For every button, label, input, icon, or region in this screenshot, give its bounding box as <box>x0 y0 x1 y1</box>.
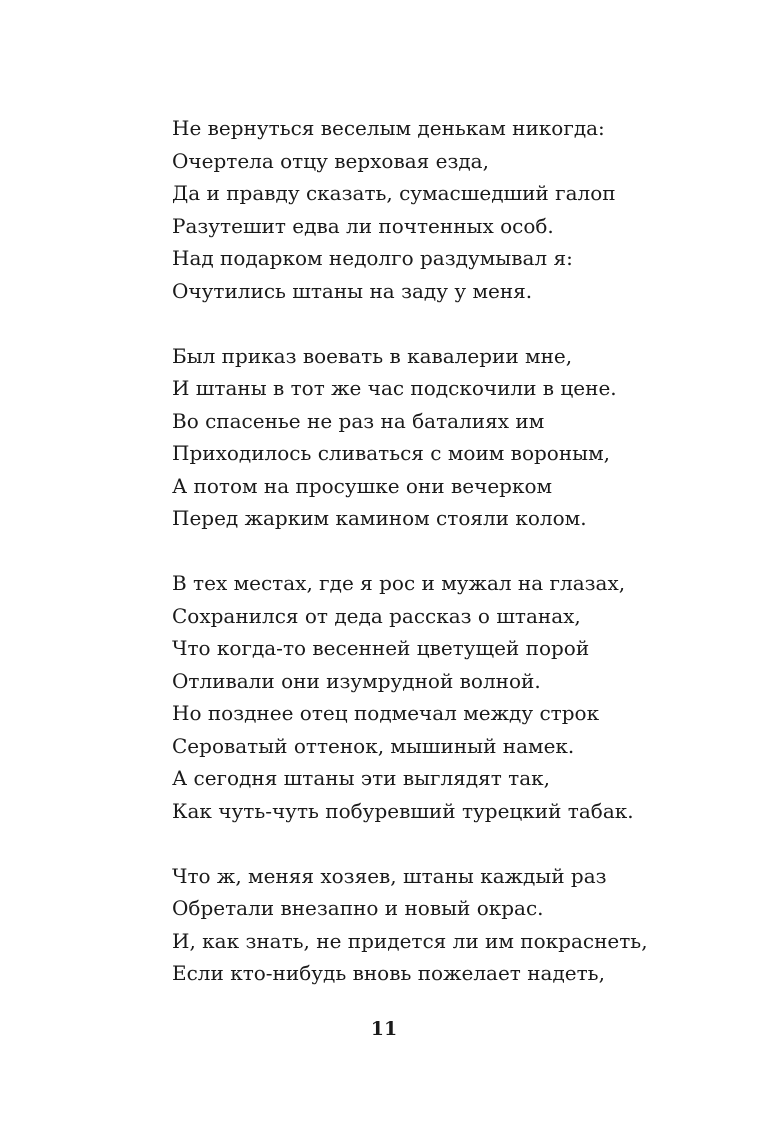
poem-line: Приходилось сливаться с моим вороным, <box>172 441 610 465</box>
stanza-2 <box>172 340 732 535</box>
poem-line: Как чуть-чуть побуревший турецкий табак. <box>172 798 634 823</box>
poem-line: Обретали внезапно и новый окрас. <box>172 896 544 920</box>
poem-line: Сероватый оттенок, мышиный намек. <box>172 733 575 758</box>
poem-line: Если кто-нибудь вновь пожелает надеть, <box>172 961 605 985</box>
poem-line: А сегодня штаны эти выглядят так, <box>172 766 550 790</box>
page-number: 11 <box>370 1018 398 1040</box>
poem-line: Разутешит едва ли почтенных особ. <box>172 213 554 238</box>
poem-line: Очертела отцу верховая езда, <box>172 148 489 173</box>
poem-line: Что когда-то весенней цветущей порой <box>172 636 590 660</box>
poem-line: Очутились штаны на заду у меня. <box>172 278 533 303</box>
poem-line: В тех местах, где я рос и мужал на глазах, <box>172 571 626 595</box>
stanza-1 <box>172 112 732 307</box>
poem-text <box>172 112 732 1022</box>
stanza-4 <box>172 860 732 990</box>
stanza-3 <box>172 567 732 827</box>
poem-line: Во спасенье не раз на баталиях им <box>172 408 545 433</box>
poem-line: Был приказ воевать в кавалерии мне, <box>172 343 573 368</box>
poem-line: Сохранился от деда рассказ о штанах, <box>172 603 581 628</box>
poem-line: И штаны в тот же час подскочили в цене. <box>172 376 617 400</box>
poem-line: Но позднее отец подмечал между строк <box>172 701 600 725</box>
poem-line: Не вернуться веселым денькам никогда: <box>172 116 605 140</box>
poem-line: Над подарком недолго раздумывал я: <box>172 246 573 270</box>
poem-line: Отливали они изумрудной волной. <box>172 668 541 693</box>
poem-line: Перед жарким камином стояли колом. <box>172 506 587 530</box>
poem-line: А потом на просушке они вечерком <box>172 473 553 498</box>
poem-line: Да и правду сказать, сумасшедший галоп <box>172 181 616 205</box>
poem-line: Что ж, меняя хозяев, штаны каждый раз <box>172 863 607 888</box>
poem-line: И, как знать, не придется ли им покраснеть, <box>172 928 648 953</box>
